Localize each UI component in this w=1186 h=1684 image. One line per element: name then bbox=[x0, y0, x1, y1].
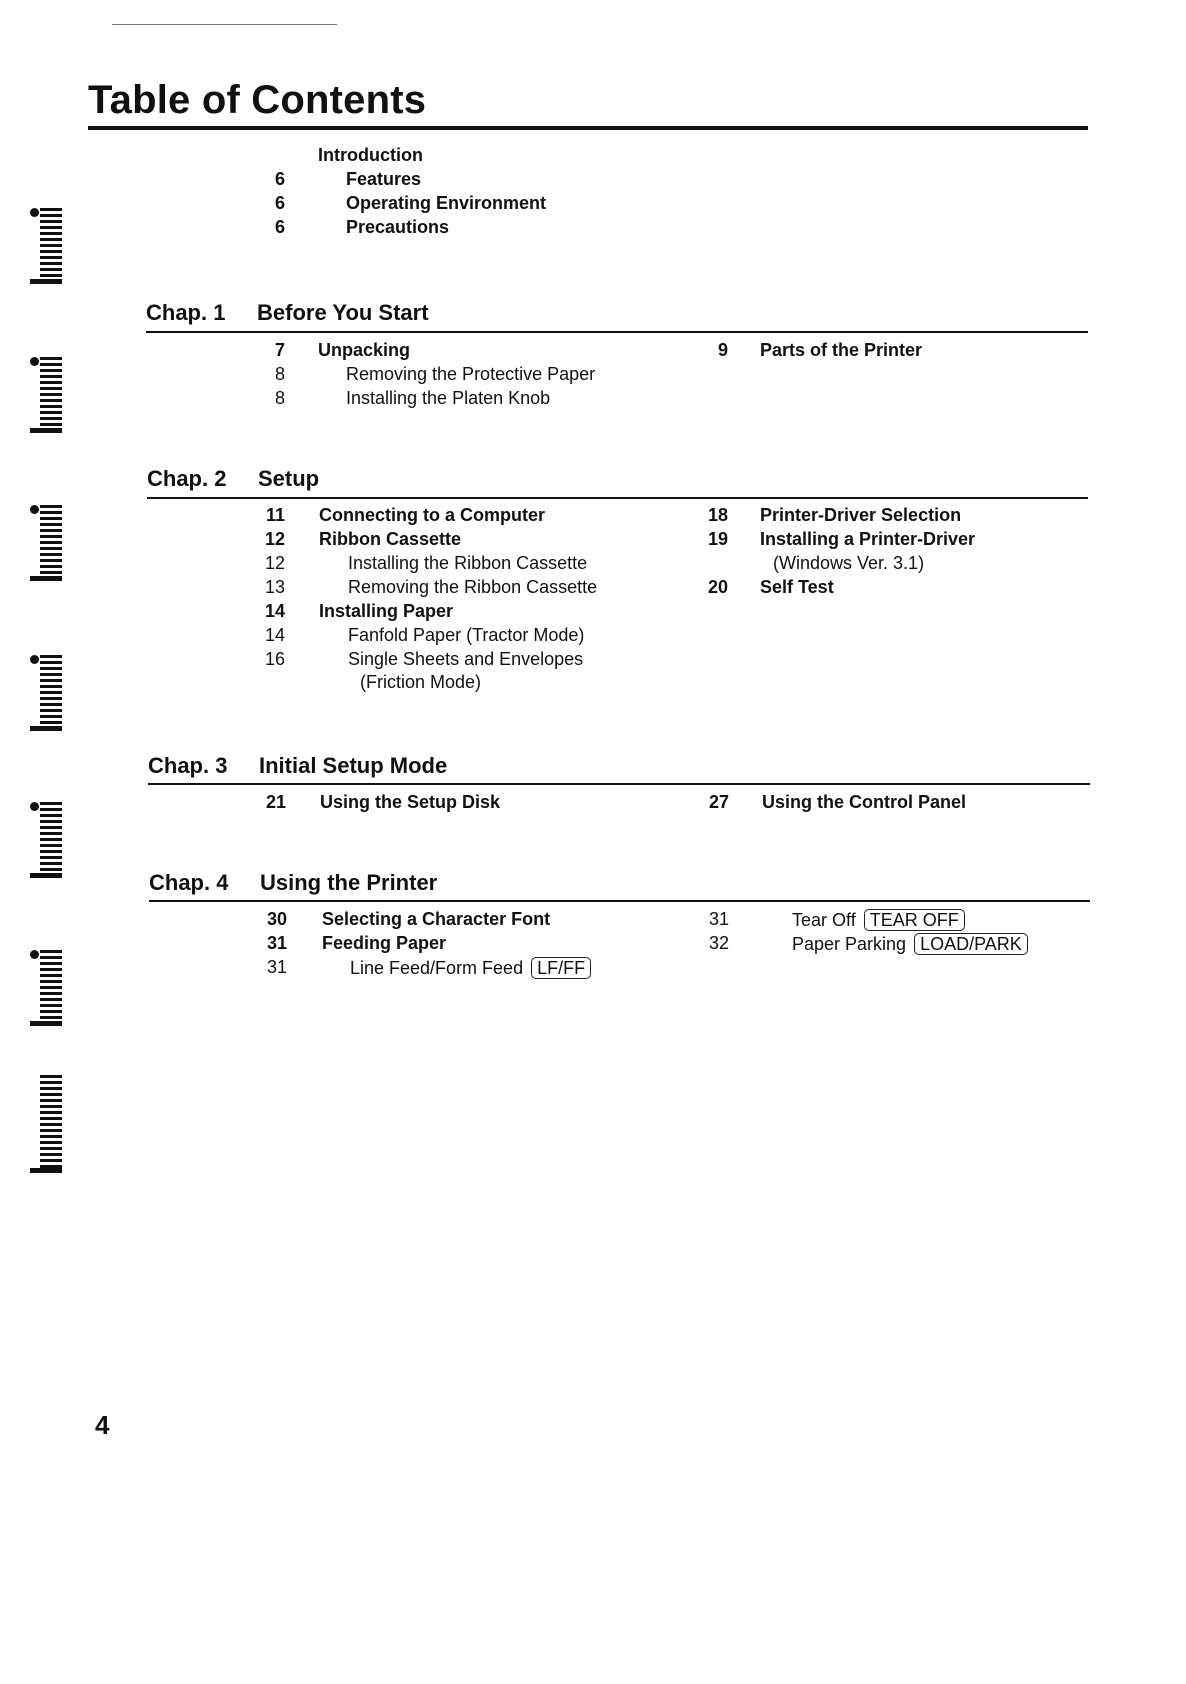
toc-page-number: 31 bbox=[266, 933, 287, 953]
toc-page-number: 31 bbox=[708, 909, 729, 929]
thumb-index-mark bbox=[30, 208, 62, 284]
toc-entry[interactable]: Operating Environment bbox=[346, 193, 547, 213]
page-number: 4 bbox=[95, 1410, 110, 1440]
chapter-rule bbox=[147, 497, 1088, 499]
toc-page-number: 6 bbox=[274, 169, 285, 189]
toc-entry[interactable]: Using the Control Panel bbox=[762, 792, 967, 812]
chapter-label: Chap. 1 bbox=[146, 300, 226, 325]
toc-page-number: 18 bbox=[707, 505, 728, 525]
toc-entry[interactable]: Connecting to a Computer bbox=[319, 505, 545, 525]
toc-page-number: 19 bbox=[707, 529, 728, 549]
chapter-title[interactable]: Before You Start bbox=[257, 300, 429, 325]
toc-entry[interactable]: Removing the Protective Paper bbox=[346, 364, 596, 384]
chapter-title[interactable]: Setup bbox=[258, 466, 320, 491]
toc-entry-label: Tear Off bbox=[792, 910, 856, 930]
toc-page-number: 16 bbox=[264, 649, 285, 669]
chapter-title[interactable]: Using the Printer bbox=[260, 870, 438, 895]
chapter-label: Chap. 4 bbox=[149, 870, 229, 895]
key-label: LOAD/PARK bbox=[914, 933, 1028, 955]
toc-entry[interactable]: Fanfold Paper (Tractor Mode) bbox=[348, 625, 585, 645]
chapter-rule bbox=[146, 331, 1088, 333]
toc-entry[interactable]: Installing the Platen Knob bbox=[346, 388, 551, 408]
toc-entry[interactable]: Ribbon Cassette bbox=[319, 529, 462, 549]
intro-heading: Introduction bbox=[318, 145, 423, 165]
toc-entry[interactable]: Features bbox=[346, 169, 422, 189]
toc-page-number: 13 bbox=[264, 577, 285, 597]
toc-entry[interactable]: Unpacking bbox=[318, 340, 411, 360]
toc-page-number: 30 bbox=[266, 909, 287, 929]
toc-entry[interactable]: Removing the Ribbon Cassette bbox=[348, 577, 598, 597]
toc-entry[interactable]: Selecting a Character Font bbox=[322, 909, 551, 929]
chapter-rule bbox=[148, 783, 1090, 785]
toc-entry-continuation: (Friction Mode) bbox=[360, 672, 482, 692]
toc-entry[interactable]: Installing the Ribbon Cassette bbox=[348, 553, 588, 573]
key-label: TEAR OFF bbox=[864, 909, 965, 931]
key-label: LF/FF bbox=[531, 957, 591, 979]
toc-entry[interactable] bbox=[350, 957, 591, 979]
toc-page-number: 21 bbox=[265, 792, 286, 812]
title-rule bbox=[88, 126, 1088, 130]
thumb-index-mark bbox=[30, 505, 62, 581]
toc-page-number: 32 bbox=[708, 933, 729, 953]
toc-entry[interactable] bbox=[792, 909, 965, 931]
toc-page-number: 8 bbox=[274, 364, 285, 384]
toc-entry[interactable]: Printer-Driver Selection bbox=[760, 505, 962, 525]
toc-page-number: 9 bbox=[717, 340, 728, 360]
thumb-index-mark bbox=[30, 357, 62, 433]
toc-entry-label: Line Feed/Form Feed bbox=[350, 958, 524, 978]
toc-page-number: 11 bbox=[265, 505, 285, 525]
toc-entry-label: Paper Parking bbox=[792, 934, 907, 954]
toc-page-number: 12 bbox=[264, 553, 285, 573]
toc-entry[interactable]: Installing Paper bbox=[319, 601, 454, 621]
toc-page-number: 31 bbox=[266, 957, 287, 977]
toc-page-number: 14 bbox=[264, 625, 285, 645]
thumb-index-mark bbox=[30, 802, 62, 878]
thumb-index-mark bbox=[30, 1075, 62, 1173]
toc-entry[interactable]: Feeding Paper bbox=[322, 933, 447, 953]
toc-entry[interactable]: Using the Setup Disk bbox=[320, 792, 501, 812]
chapter-title[interactable]: Initial Setup Mode bbox=[259, 753, 448, 778]
toc-entry[interactable]: Precautions bbox=[346, 217, 450, 237]
toc-page-number: 27 bbox=[708, 792, 729, 812]
toc-entry[interactable]: Single Sheets and Envelopes bbox=[348, 649, 584, 669]
toc-entry-continuation: (Windows Ver. 3.1) bbox=[773, 553, 925, 573]
thumb-index-mark bbox=[30, 950, 62, 1026]
toc-entry[interactable]: Self Test bbox=[760, 577, 834, 597]
toc-page-number: 7 bbox=[274, 340, 285, 360]
toc-page-number: 8 bbox=[274, 388, 285, 408]
thumb-index-mark bbox=[30, 655, 62, 731]
chapter-rule bbox=[149, 900, 1090, 902]
toc-page-number: 20 bbox=[707, 577, 728, 597]
toc-page-number: 12 bbox=[264, 529, 285, 549]
top-rule bbox=[112, 24, 337, 25]
toc-page-number: 6 bbox=[274, 193, 285, 213]
toc-page-number: 14 bbox=[264, 601, 285, 621]
toc-entry[interactable] bbox=[792, 933, 1028, 955]
toc-entry[interactable]: Parts of the Printer bbox=[760, 340, 923, 360]
page-title: Table of Contents bbox=[88, 78, 427, 122]
chapter-label: Chap. 3 bbox=[148, 753, 228, 778]
toc-entry[interactable]: Installing a Printer-Driver bbox=[760, 529, 976, 549]
chapter-label: Chap. 2 bbox=[147, 466, 227, 491]
toc-page-number: 6 bbox=[274, 217, 285, 237]
